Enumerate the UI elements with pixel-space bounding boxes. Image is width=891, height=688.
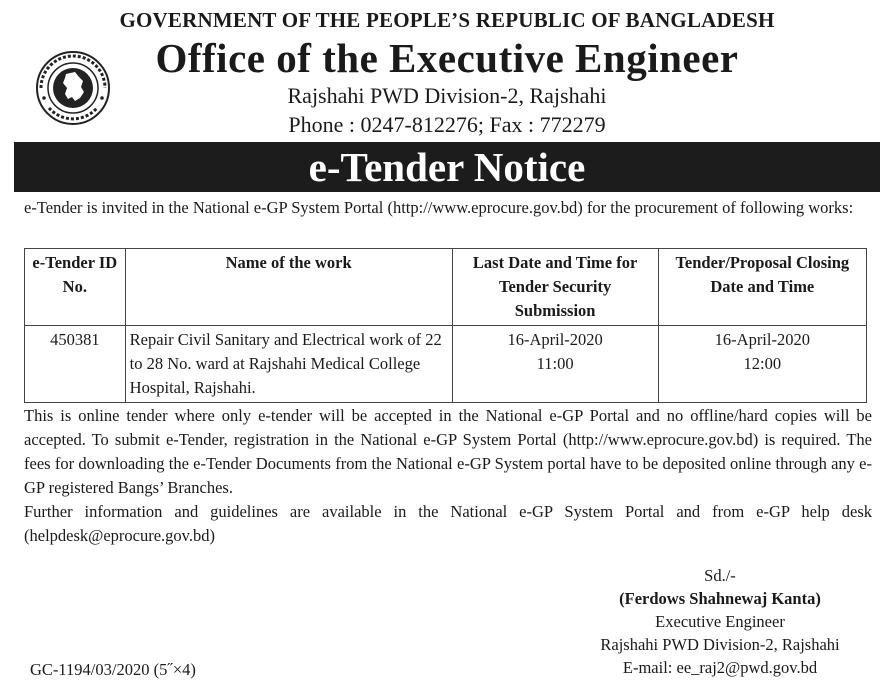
signature-sd: Sd./- [704, 566, 736, 585]
office-title: Office of the Executive Engineer [155, 35, 739, 81]
closing-date: 16-April-2020 [714, 330, 810, 349]
last-date: 16-April-2020 [507, 330, 603, 349]
work-name-cell: Repair Civil Sanitary and Electrical work of 22 to 28 No. ward at Rajshahi Medical College Hospital, Rajshahi. [125, 326, 452, 403]
government-title: GOVERNMENT OF THE PEOPLE’S REPUBLIC OF BANGLADESH [119, 8, 775, 32]
tender-id-cell: 450381 [25, 326, 126, 403]
intro-paragraph: e-Tender is invited in the National e-GP System Portal (http://www.eprocure.gov.bd) for the procurement of following works: [24, 198, 854, 217]
notice-header [14, 6, 880, 142]
last-date-cell [452, 326, 658, 403]
reference-number: GC-1194/03/2020 (5˝×4) [30, 660, 196, 679]
table-row [25, 326, 867, 403]
signatory-division: Rajshahi PWD Division-2, Rajshahi [600, 635, 840, 654]
table-header-row [25, 249, 867, 326]
signature-block [570, 564, 870, 679]
online-tender-paragraph: This is online tender where only e-tender will be accepted in the National e-GP Portal and no offline/hard copies will be accepted. To submit e-Tender, registration in the National e-GP System Portal (http://www.eprocure.gov.bd) is required. The fees for downloading the e-Tender Documents from the National e-GP System portal have to be deposited online through any e-GP registered Bangs’ Branches. [24, 406, 872, 497]
signatory-title: Executive Engineer [655, 612, 785, 631]
header-tender-id: e-Tender ID No. [25, 249, 126, 326]
division-line: Rajshahi PWD Division-2, Rajshahi [287, 83, 607, 108]
header-work-name: Name of the work [125, 249, 452, 326]
notice-banner: e-Tender Notice [14, 142, 880, 192]
notice-page [14, 6, 880, 682]
further-info-paragraph: Further information and guidelines are available in the National e-GP System Portal and from e-GP help desk (helpdesk@eprocure.gov.bd) [24, 502, 872, 545]
last-time: 11:00 [536, 354, 574, 373]
phone-fax-line: Phone : 0247-812276; Fax : 772279 [288, 112, 606, 137]
signatory-name: (Ferdows Shahnewaj Kanta) [619, 589, 821, 608]
header-closing-date: Tender/Proposal Closing Date and Time [658, 249, 866, 326]
header-last-date: Last Date and Time for Tender Security Submission [452, 249, 658, 326]
closing-time: 12:00 [743, 354, 782, 373]
tender-table [24, 248, 867, 403]
notice-body [24, 404, 872, 548]
signatory-email: E-mail: ee_raj2@pwd.gov.bd [622, 658, 818, 677]
closing-date-cell [658, 326, 866, 403]
